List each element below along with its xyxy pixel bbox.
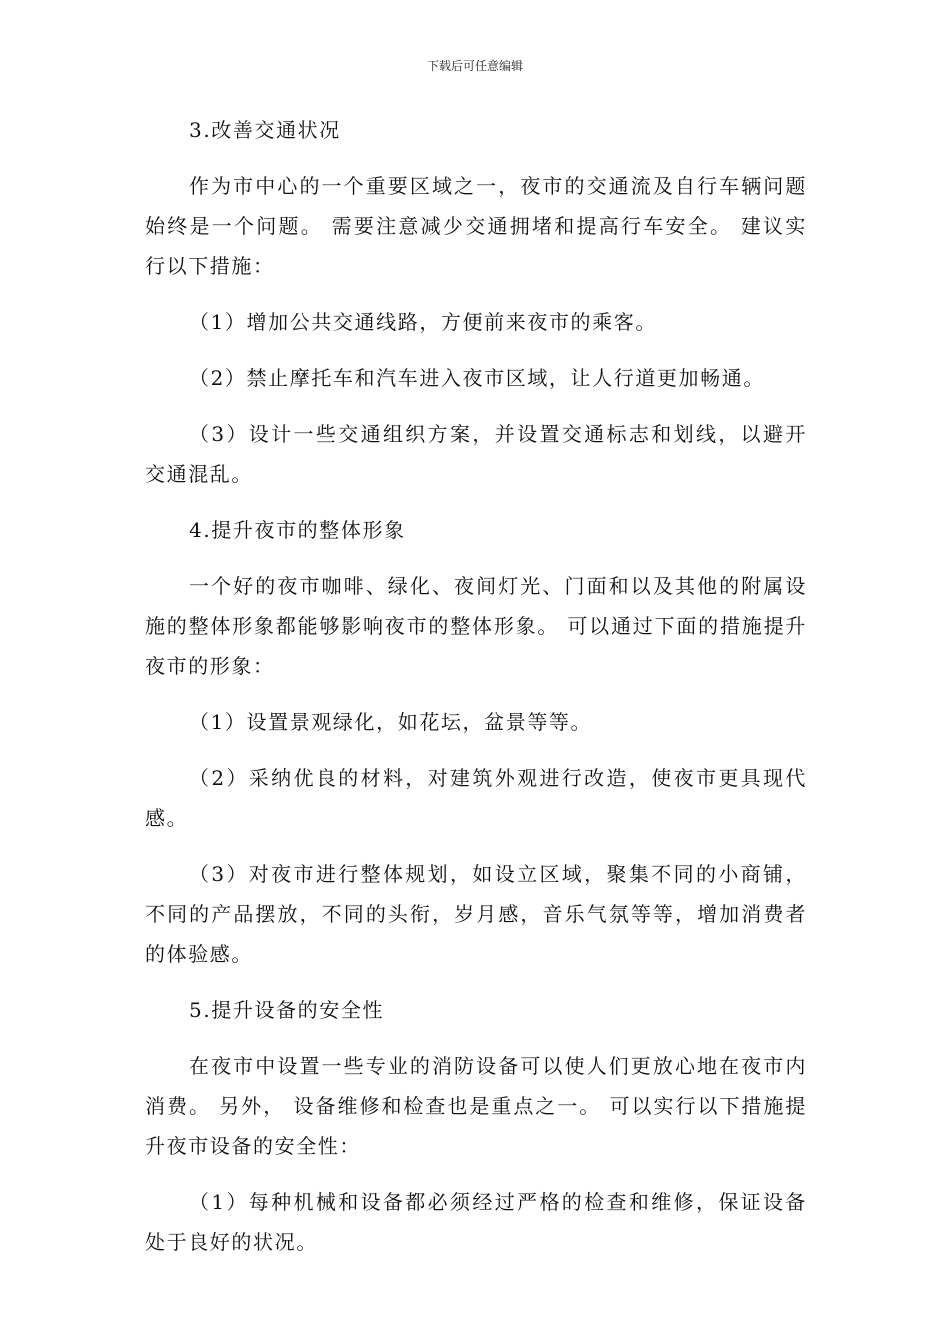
section-3-item-1: （1）增加公共交通线路，方便前来夜市的乘客。 [189, 310, 657, 334]
section-3-item-3: （3）设计一些交通组织方案，并设置交通标志和划线，以避开交通混乱。 [145, 422, 807, 486]
section-5-heading: 5.提升设备的安全性 [189, 998, 385, 1022]
page-header: 下载后可任意编辑 [426, 59, 523, 73]
section-4-heading: 4.提升夜市的整体形象 [189, 518, 406, 542]
section-5-intro: 在夜市中设置一些专业的消防设备可以使人们更放心地在夜市内消费。 另外， 设备维修和检查也是重点之一。 可以实行以下措施提升夜市设备的安全性： [145, 1054, 807, 1158]
section-4-intro: 一个好的夜市咖啡、绿化、夜间灯光、门面和以及其他的附属设施的整体形象都能够影响夜市的整体形象。 可以通过下面的措施提升夜市的形象： [145, 574, 807, 678]
section-5-item-1: （1）每种机械和设备都必须经过严格的检查和维修，保证设备处于良好的状况。 [145, 1190, 807, 1254]
section-4-item-1: （1）设置景观绿化，如花坛，盆景等等。 [189, 710, 593, 734]
document-body [145, 110, 807, 1278]
section-3-item-2: （2）禁止摩托车和汽车进入夜市区域，让人行道更加畅通。 [189, 366, 765, 390]
section-3-heading: 3.改善交通状况 [189, 118, 341, 142]
section-3-intro: 作为市中心的一个重要区域之一，夜市的交通流及自行车辆问题始终是一个问题。 需要注意减少交通拥堵和提高行车安全。 建议实行以下措施： [145, 174, 807, 278]
section-4-item-2: （2）采纳优良的材料，对建筑外观进行改造，使夜市更具现代感。 [145, 766, 807, 830]
section-4-item-3: （3）对夜市进行整体规划，如设立区域，聚集不同的小商铺，不同的产品摆放，不同的头衔，岁月感，音乐气氛等等，增加消费者的体验感。 [145, 862, 807, 966]
